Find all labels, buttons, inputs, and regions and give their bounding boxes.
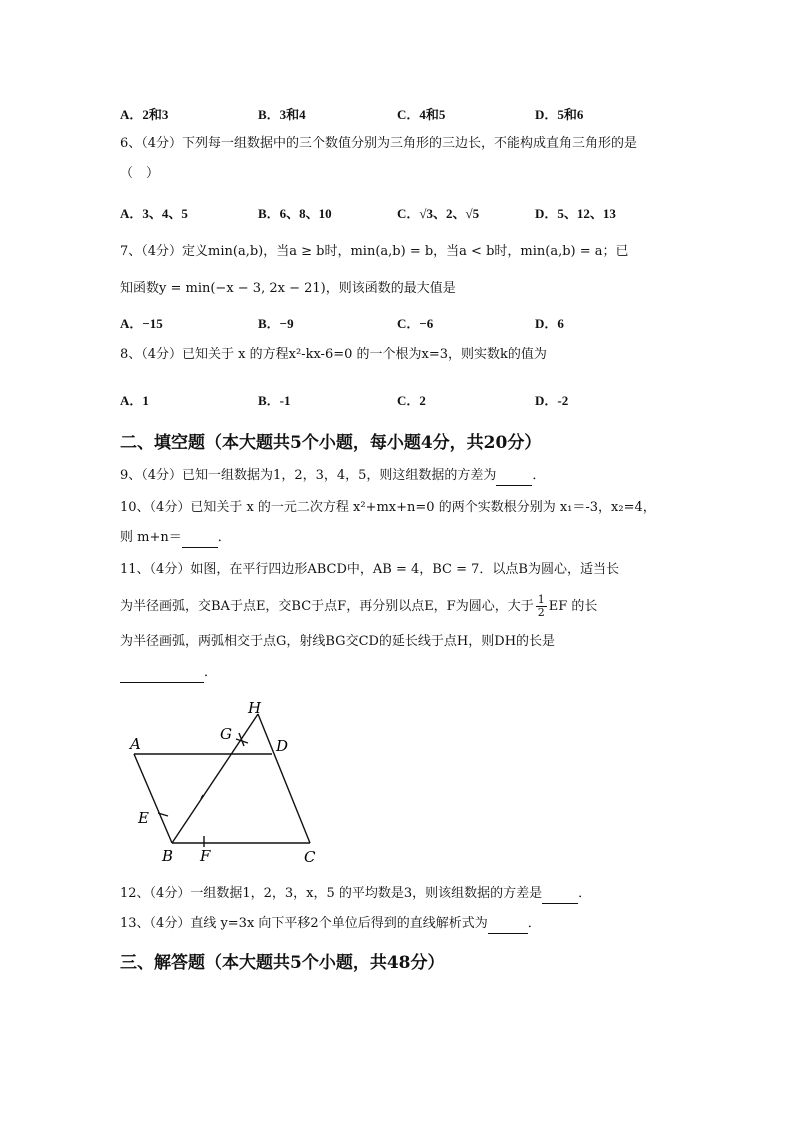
fraction-denominator: 2 bbox=[537, 606, 545, 619]
point-label-h: H bbox=[248, 699, 262, 717]
q7-option-a: A．−15 bbox=[120, 316, 163, 331]
q8-option-a: A．1 bbox=[120, 393, 149, 408]
point-label-g: G bbox=[220, 725, 232, 743]
q9-answer-blank bbox=[496, 467, 532, 486]
q11-question-line3: 为半径画弧，两弧相交于点G，射线BG交CD的延长线于点H，则DH的长是 bbox=[120, 634, 556, 649]
parallelogram-figure bbox=[120, 695, 340, 870]
q11-question-line1: 11、（4分）如图，在平行四边形ABCD中，AB = 4，BC = 7．以点B为圆心，适当长 bbox=[120, 562, 619, 577]
q5-option-b: B．3和4 bbox=[258, 107, 306, 122]
q11-question-line2 bbox=[120, 594, 597, 619]
ray-bg bbox=[172, 714, 258, 843]
q10-period: ． bbox=[217, 530, 231, 545]
q9-text: 9、（4分）已知一组数据为1，2，3，4，5，则这组数据的方差为 bbox=[120, 468, 497, 483]
q11-answer-blank bbox=[120, 664, 204, 683]
q11-answer-line bbox=[120, 664, 217, 683]
fraction-numerator: 1 bbox=[537, 593, 545, 606]
section-2-heading: 二、填空题（本大题共5个小题，每小题4分，共20分） bbox=[120, 433, 542, 453]
q7-option-c: C．−6 bbox=[397, 316, 434, 331]
q8-option-b: B．-1 bbox=[258, 393, 291, 408]
point-label-e: E bbox=[138, 809, 149, 827]
q12-text: 12、（4分）一组数据1，2，3，x，5 的平均数是3，则该组数据的方差是 bbox=[120, 886, 543, 901]
q11-period: ． bbox=[204, 665, 218, 680]
q13-question bbox=[120, 915, 541, 934]
q9-period: ． bbox=[532, 468, 546, 483]
q11-text-part1: 为半径画弧，交BA于点E，交BC于点F，再分别以点E，F为圆心，大于 bbox=[120, 599, 534, 614]
segment-ch bbox=[258, 714, 310, 843]
q10-answer-blank bbox=[182, 529, 218, 548]
q7-option-b: B．−9 bbox=[258, 316, 294, 331]
q10-question-line2 bbox=[120, 529, 231, 548]
q6-paren: （ ） bbox=[120, 166, 160, 181]
point-label-f: F bbox=[200, 847, 211, 865]
q9-question bbox=[120, 467, 545, 486]
vertex-label-d: D bbox=[276, 737, 289, 755]
vertex-label-a: A bbox=[130, 735, 141, 753]
q10-text: 则 m+n＝ bbox=[120, 530, 182, 545]
q13-text: 13、（4分）直线 y=3x 向下平移2个单位后得到的直线解析式为 bbox=[120, 916, 488, 931]
q12-answer-blank bbox=[542, 885, 578, 904]
q5-option-d: D．5和6 bbox=[535, 107, 584, 122]
q7-question-line1: 7、（4分）定义min(a,b)，当a ≥ b时，min(a,b) = b，当a < b时，min(a,b) = a；已 bbox=[120, 244, 629, 259]
segment-ab bbox=[134, 754, 172, 843]
q7-option-d: D．6 bbox=[535, 316, 564, 331]
q8-option-d: D．-2 bbox=[535, 393, 569, 408]
one-half-fraction bbox=[536, 594, 547, 619]
q6-option-c: C．√3、2、√5 bbox=[397, 206, 480, 221]
q10-question-line1: 10、（4分）已知关于 x 的一元二次方程 x²+mx+n=0 的两个实数根分别为 x₁＝-3，x₂=4， bbox=[120, 500, 656, 515]
q6-option-b: B．6、8、10 bbox=[258, 206, 332, 221]
q7-question-line2: 知函数y = min(−x − 3, 2x − 21)，则该函数的最大值是 bbox=[120, 281, 456, 296]
q6-option-d: D．5、12、13 bbox=[535, 206, 616, 221]
q8-option-c: C．2 bbox=[397, 393, 426, 408]
q5-option-a: A．2和3 bbox=[120, 107, 169, 122]
section-3-heading: 三、解答题（本大题共5个小题，共48分） bbox=[120, 953, 445, 973]
q13-answer-blank bbox=[488, 915, 528, 934]
tick-mark-bg bbox=[201, 795, 203, 799]
vertex-label-b: B bbox=[162, 847, 174, 865]
q13-period: ． bbox=[527, 916, 541, 931]
q5-option-c: C．4和5 bbox=[397, 107, 446, 122]
q6-question: 6、（4分）下列每一组数据中的三个数值分别为三角形的三边长，不能构成直角三角形的是 bbox=[120, 136, 638, 151]
q6-option-a: A．3、4、5 bbox=[120, 206, 188, 221]
q12-question bbox=[120, 885, 591, 904]
q12-period: ． bbox=[578, 886, 592, 901]
vertex-label-c: C bbox=[304, 848, 316, 866]
q11-text-part2: EF 的长 bbox=[548, 599, 598, 614]
q8-question: 8、（4分）已知关于 x 的方程x²-kx-6=0 的一个根为x=3，则实数k的值为 bbox=[120, 347, 547, 362]
